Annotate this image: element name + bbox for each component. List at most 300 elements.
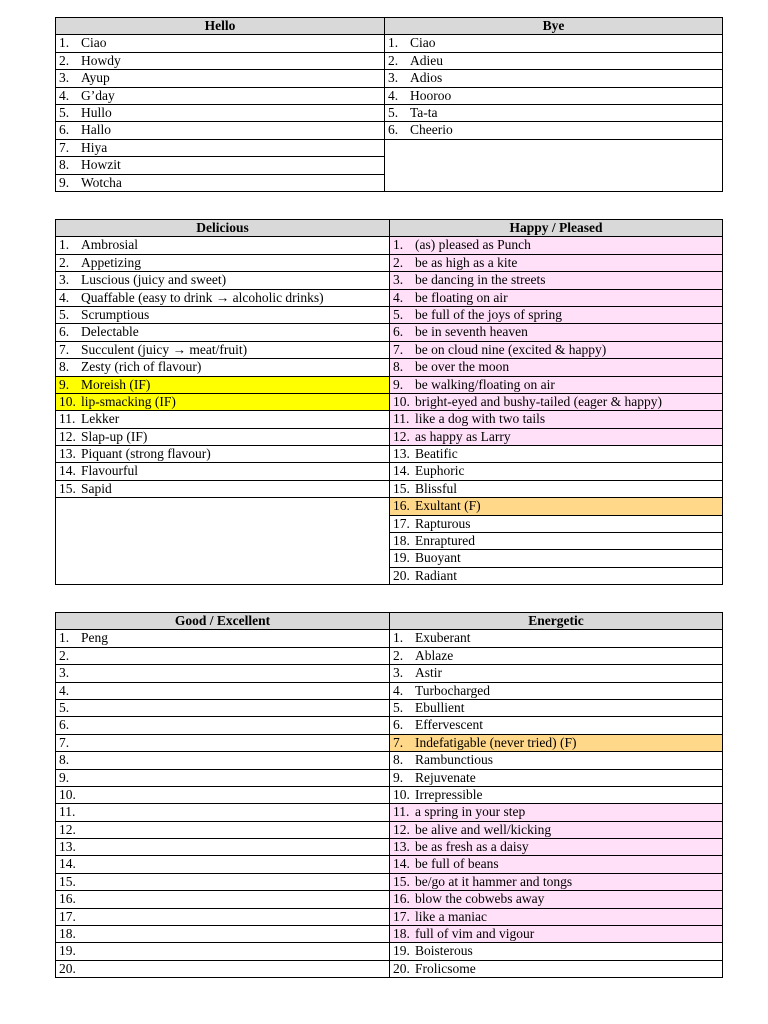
item-text: Rapturous <box>415 515 471 531</box>
item-text: Hiya <box>81 139 108 155</box>
table-row <box>56 699 723 716</box>
item-number: 4. <box>59 87 70 103</box>
list-item <box>56 682 390 699</box>
item-number: 1. <box>59 35 70 51</box>
item-text: Exuberant <box>415 630 471 646</box>
empty-cell <box>56 498 390 585</box>
table-row <box>56 446 723 463</box>
item-number: 1. <box>59 630 70 646</box>
item-number: 5. <box>59 699 70 715</box>
list-item <box>56 306 390 323</box>
table-row <box>56 359 723 376</box>
table-row <box>56 52 723 69</box>
item-number: 14. <box>393 856 410 872</box>
item-text: Flavourful <box>81 463 138 479</box>
item-text: lip-smacking (IF) <box>81 393 176 409</box>
list-item <box>390 734 723 751</box>
list-item <box>390 498 723 515</box>
column-header-delicious: Delicious <box>56 220 390 237</box>
list-item <box>390 324 723 341</box>
item-text: Howdy <box>81 52 121 68</box>
item-number: 17. <box>59 908 76 924</box>
item-number: 1. <box>393 630 404 646</box>
list-item <box>385 70 723 87</box>
list-item <box>56 87 385 104</box>
item-text: bright-eyed and bushy-tailed (eager & happy) <box>415 393 663 409</box>
table-row <box>56 139 723 156</box>
item-text: Buoyant <box>415 550 461 566</box>
table-row <box>56 891 723 908</box>
list-item <box>390 289 723 306</box>
list-item <box>56 839 390 856</box>
item-number: 4. <box>59 682 70 698</box>
list-item <box>56 35 385 52</box>
item-text: Astir <box>415 665 442 681</box>
item-number: 3. <box>393 665 404 681</box>
table-row <box>56 908 723 925</box>
item-number: 10. <box>393 786 410 802</box>
table-row <box>56 498 723 515</box>
item-text: Radiant <box>415 567 457 583</box>
table-body <box>56 35 723 192</box>
list-item <box>56 139 385 156</box>
list-item <box>56 237 390 254</box>
list-item <box>390 839 723 856</box>
column-header-bye: Bye <box>385 18 723 35</box>
item-text: Ebullient <box>415 699 465 715</box>
table-body <box>56 237 723 585</box>
table-row <box>56 428 723 445</box>
item-number: 11. <box>393 411 410 427</box>
table-row <box>56 341 723 358</box>
item-text: Ayup <box>81 70 110 86</box>
list-item <box>56 647 390 664</box>
table-row <box>56 769 723 786</box>
item-text: Boisterous <box>415 943 473 959</box>
item-number: 6. <box>388 122 399 138</box>
item-text: be full of beans <box>415 856 499 872</box>
item-text: Succulent (juicy → meat/fruit) <box>81 341 248 357</box>
list-item <box>385 52 723 69</box>
item-number: 17. <box>393 515 410 531</box>
list-item <box>56 856 390 873</box>
list-item <box>390 926 723 943</box>
item-number: 18. <box>393 926 410 942</box>
item-number: 7. <box>393 341 404 357</box>
item-number: 7. <box>59 341 70 357</box>
item-number: 3. <box>59 665 70 681</box>
item-text: be walking/floating on air <box>415 376 555 392</box>
item-number: 12. <box>393 821 410 837</box>
list-item <box>390 533 723 550</box>
table-row <box>56 289 723 306</box>
list-item <box>390 873 723 890</box>
item-text: Piquant (strong flavour) <box>81 446 211 462</box>
item-number: 20. <box>393 960 410 976</box>
item-text: Ta-ta <box>410 104 438 120</box>
item-number: 7. <box>59 734 70 750</box>
item-number: 20. <box>393 567 410 583</box>
item-number: 5. <box>393 699 404 715</box>
table-row <box>56 630 723 647</box>
list-item <box>56 376 390 393</box>
table-row <box>56 821 723 838</box>
table-row <box>56 324 723 341</box>
list-item <box>385 87 723 104</box>
item-number: 2. <box>59 647 70 663</box>
item-text: Cheerio <box>410 122 453 138</box>
item-text: Frolicsome <box>415 960 476 976</box>
column-header-hello: Hello <box>56 18 385 35</box>
item-number: 7. <box>59 139 70 155</box>
item-text: Ambrosial <box>81 237 138 253</box>
list-item <box>390 769 723 786</box>
item-number: 4. <box>393 682 404 698</box>
item-text: be/go at it hammer and tongs <box>415 873 573 889</box>
item-text: be dancing in the streets <box>415 272 546 288</box>
table-row <box>56 70 723 87</box>
list-item <box>390 943 723 960</box>
list-item <box>56 289 390 306</box>
table-row <box>56 839 723 856</box>
item-number: 7. <box>393 734 404 750</box>
item-text: Sapid <box>81 480 112 496</box>
item-text: Lekker <box>81 411 120 427</box>
item-text: like a dog with two tails <box>415 411 546 427</box>
list-item <box>56 926 390 943</box>
list-item <box>56 341 390 358</box>
table-row <box>56 411 723 428</box>
item-number: 6. <box>59 122 70 138</box>
item-number: 13. <box>59 839 76 855</box>
column-header-happy-pleased: Happy / Pleased <box>390 220 723 237</box>
item-number: 3. <box>393 272 404 288</box>
item-text: Ciao <box>410 35 436 51</box>
list-item <box>56 446 390 463</box>
list-item <box>56 769 390 786</box>
list-item <box>56 272 390 289</box>
table-row <box>56 926 723 943</box>
item-text: a spring in your step <box>415 804 526 820</box>
item-text: Adieu <box>410 52 443 68</box>
list-item <box>390 891 723 908</box>
item-text: Blissful <box>415 480 458 496</box>
item-number: 15. <box>393 873 410 889</box>
list-item <box>56 734 390 751</box>
item-text: Ciao <box>81 35 107 51</box>
item-number: 2. <box>388 52 399 68</box>
item-number: 14. <box>393 463 410 479</box>
list-item <box>56 699 390 716</box>
item-number: 10. <box>59 786 76 802</box>
item-number: 2. <box>59 52 70 68</box>
list-item <box>390 341 723 358</box>
item-number: 6. <box>393 717 404 733</box>
item-number: 3. <box>59 70 70 86</box>
item-text: Zesty (rich of flavour) <box>81 359 202 375</box>
list-item <box>390 960 723 977</box>
item-number: 8. <box>59 359 70 375</box>
table-row <box>56 647 723 664</box>
item-text: Turbocharged <box>415 682 490 698</box>
list-item <box>390 272 723 289</box>
item-number: 9. <box>393 376 404 392</box>
delicious-happy-table <box>55 219 723 585</box>
item-number: 2. <box>393 647 404 663</box>
item-number: 1. <box>59 237 70 253</box>
item-text: Beatific <box>415 446 458 462</box>
item-text: Adios <box>410 70 443 86</box>
item-number: 11. <box>59 411 76 427</box>
item-number: 2. <box>393 254 404 270</box>
item-number: 8. <box>393 359 404 375</box>
item-number: 6. <box>393 324 404 340</box>
item-text: be full of the joys of spring <box>415 306 562 322</box>
list-item <box>390 908 723 925</box>
list-item <box>390 515 723 532</box>
list-item <box>56 717 390 734</box>
item-text: like a maniac <box>415 908 487 924</box>
item-number: 9. <box>59 174 70 190</box>
item-text: Hooroo <box>410 87 452 103</box>
table-row <box>56 665 723 682</box>
item-number: 6. <box>59 717 70 733</box>
item-text: full of vim and vigour <box>415 926 535 942</box>
item-text: Hullo <box>81 104 112 120</box>
item-text: Quaffable (easy to drink → alcoholic drinks) <box>81 289 324 305</box>
item-number: 12. <box>59 428 76 444</box>
list-item <box>390 567 723 584</box>
table-row <box>56 717 723 734</box>
list-item <box>390 376 723 393</box>
item-number: 3. <box>388 70 399 86</box>
list-item <box>56 943 390 960</box>
item-number: 3. <box>59 272 70 288</box>
item-text: Scrumptious <box>81 306 150 322</box>
item-text: Rejuvenate <box>415 769 476 785</box>
item-text: be floating on air <box>415 289 508 305</box>
list-item <box>56 359 390 376</box>
item-text: Irrepressible <box>415 786 483 802</box>
list-item <box>56 324 390 341</box>
list-item <box>56 393 390 410</box>
list-item <box>56 752 390 769</box>
table-row <box>56 734 723 751</box>
list-item <box>390 821 723 838</box>
item-number: 16. <box>393 498 410 514</box>
list-item <box>56 665 390 682</box>
list-item <box>390 463 723 480</box>
item-number: 17. <box>393 908 410 924</box>
item-text: Enraptured <box>415 533 475 549</box>
item-number: 19. <box>393 943 410 959</box>
list-item <box>56 786 390 803</box>
item-number: 18. <box>59 926 76 942</box>
item-text: blow the cobwebs away <box>415 891 545 907</box>
item-number: 4. <box>388 87 399 103</box>
table-row <box>56 960 723 977</box>
item-number: 9. <box>59 376 70 392</box>
item-number: 2. <box>59 254 70 270</box>
item-number: 15. <box>59 480 76 496</box>
table-body <box>56 630 723 978</box>
list-item <box>390 428 723 445</box>
table-row <box>56 752 723 769</box>
list-item <box>56 908 390 925</box>
list-item <box>56 122 385 139</box>
list-item <box>385 35 723 52</box>
table-row <box>56 122 723 139</box>
list-item <box>56 52 385 69</box>
item-text: be on cloud nine (excited & happy) <box>415 341 607 357</box>
list-item <box>390 254 723 271</box>
item-text: be alive and well/kicking <box>415 821 552 837</box>
list-item <box>390 682 723 699</box>
good-energetic-table <box>55 612 723 978</box>
item-number: 10. <box>59 393 76 409</box>
list-item <box>390 752 723 769</box>
item-text: Howzit <box>81 157 121 173</box>
list-item <box>56 463 390 480</box>
list-item <box>56 804 390 821</box>
item-text: Exultant (F) <box>415 498 481 514</box>
item-text: Wotcha <box>81 174 122 190</box>
item-number: 4. <box>393 289 404 305</box>
column-header-energetic: Energetic <box>390 613 723 630</box>
list-item <box>390 665 723 682</box>
list-item <box>56 428 390 445</box>
list-item <box>390 393 723 410</box>
list-item <box>56 821 390 838</box>
item-number: 11. <box>59 804 76 820</box>
list-item <box>56 891 390 908</box>
table-row <box>56 873 723 890</box>
item-text: be as high as a kite <box>415 254 518 270</box>
list-item <box>390 856 723 873</box>
list-item <box>390 717 723 734</box>
table-row <box>56 306 723 323</box>
item-number: 8. <box>393 752 404 768</box>
item-number: 18. <box>393 533 410 549</box>
item-number: 4. <box>59 289 70 305</box>
item-text: be as fresh as a daisy <box>415 839 529 855</box>
item-number: 6. <box>59 324 70 340</box>
list-item <box>390 550 723 567</box>
list-item <box>56 411 390 428</box>
item-number: 19. <box>59 943 76 959</box>
item-number: 1. <box>388 35 399 51</box>
list-item <box>56 480 390 497</box>
item-number: 11. <box>393 804 410 820</box>
list-item <box>390 237 723 254</box>
list-item <box>390 786 723 803</box>
item-text: be over the moon <box>415 359 510 375</box>
item-number: 8. <box>59 752 70 768</box>
item-text: G’day <box>81 87 115 103</box>
item-text: Peng <box>81 630 108 646</box>
list-item <box>56 157 385 174</box>
item-text: Indefatigable (never tried) (F) <box>415 734 577 750</box>
table-row <box>56 237 723 254</box>
item-number: 5. <box>59 306 70 322</box>
item-number: 19. <box>393 550 410 566</box>
list-item <box>56 174 385 191</box>
table-row <box>56 943 723 960</box>
item-text: be in seventh heaven <box>415 324 528 340</box>
list-item <box>390 480 723 497</box>
list-item <box>390 804 723 821</box>
item-text: Euphoric <box>415 463 465 479</box>
item-text: Moreish (IF) <box>81 376 151 392</box>
item-number: 16. <box>59 891 76 907</box>
item-number: 15. <box>59 873 76 889</box>
item-text: Delectable <box>81 324 139 340</box>
table-row <box>56 35 723 52</box>
list-item <box>56 104 385 121</box>
list-item <box>390 411 723 428</box>
item-number: 1. <box>393 237 404 253</box>
list-item <box>56 630 390 647</box>
item-number: 5. <box>393 306 404 322</box>
item-number: 5. <box>59 104 70 120</box>
item-number: 16. <box>393 891 410 907</box>
greetings-table <box>55 17 723 192</box>
table-row <box>56 254 723 271</box>
list-item <box>390 647 723 664</box>
empty-cell <box>385 139 723 191</box>
table-row <box>56 786 723 803</box>
table-row <box>56 856 723 873</box>
item-number: 14. <box>59 856 76 872</box>
item-number: 12. <box>393 428 410 444</box>
item-number: 8. <box>59 157 70 173</box>
item-number: 14. <box>59 463 76 479</box>
item-text: Slap-up (IF) <box>81 428 148 444</box>
item-text: Luscious (juicy and sweet) <box>81 272 227 288</box>
item-number: 20. <box>59 960 76 976</box>
item-number: 15. <box>393 480 410 496</box>
table-row <box>56 272 723 289</box>
item-number: 10. <box>393 393 410 409</box>
table-row <box>56 463 723 480</box>
list-item <box>56 873 390 890</box>
column-header-good-excellent: Good / Excellent <box>56 613 390 630</box>
item-number: 5. <box>388 104 399 120</box>
item-number: 13. <box>393 839 410 855</box>
item-text: as happy as Larry <box>415 428 511 444</box>
item-text: Effervescent <box>415 717 483 733</box>
list-item <box>56 254 390 271</box>
list-item <box>56 70 385 87</box>
item-number: 9. <box>59 769 70 785</box>
table-row <box>56 480 723 497</box>
list-item <box>390 359 723 376</box>
item-number: 13. <box>59 446 76 462</box>
table-row <box>56 393 723 410</box>
item-number: 12. <box>59 821 76 837</box>
list-item <box>390 306 723 323</box>
item-number: 13. <box>393 446 410 462</box>
item-text: (as) pleased as Punch <box>415 237 531 253</box>
table-row <box>56 376 723 393</box>
item-text: Hallo <box>81 122 111 138</box>
list-item <box>390 699 723 716</box>
item-text: Appetizing <box>81 254 141 270</box>
list-item <box>385 122 723 139</box>
list-item <box>385 104 723 121</box>
list-item <box>390 446 723 463</box>
list-item <box>56 960 390 977</box>
